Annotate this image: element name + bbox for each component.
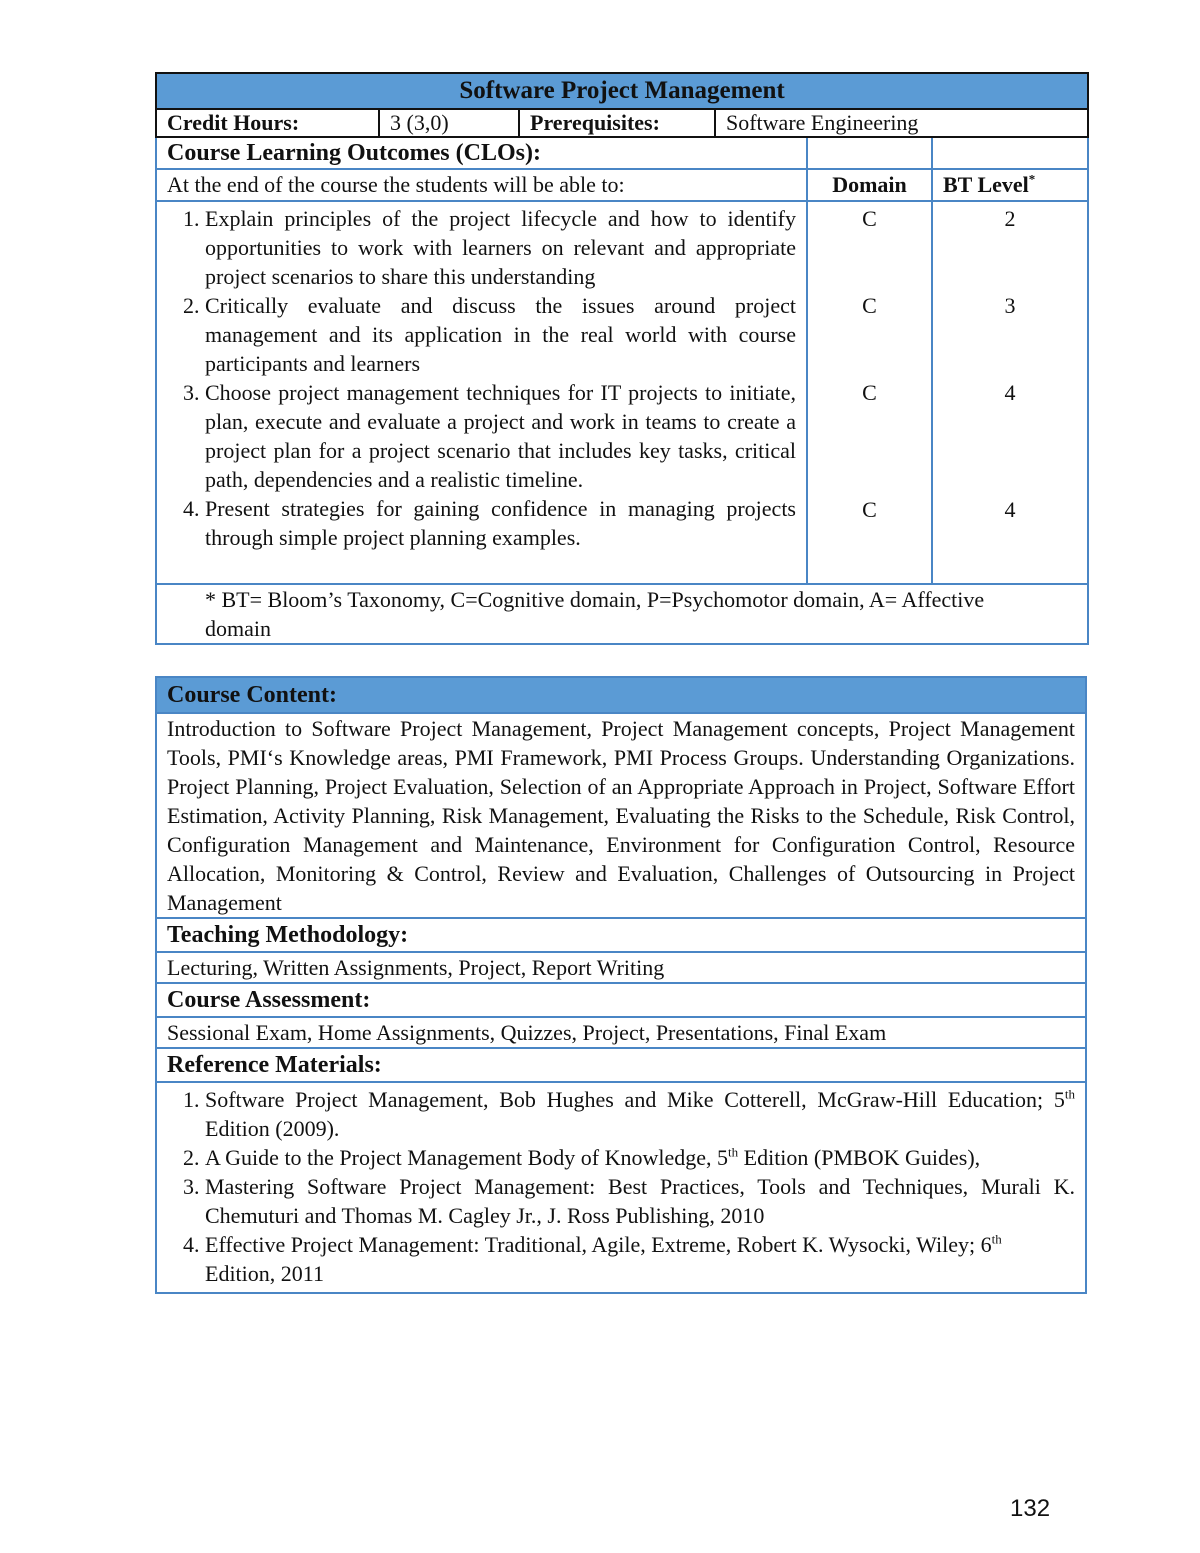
course-assessment-text: Sessional Exam, Home Assignments, Quizzes, Project, Presentations, Final Exam — [156, 1017, 1086, 1048]
course-assessment-heading: Course Assessment: — [156, 983, 1086, 1017]
course-content-text: Introduction to Software Project Management, Project Management concepts, Project Management Tools, PMI‘s Knowledge areas, PMI Framework, PMI Process Groups. Understanding Organizations. Project Planning, Project Evaluation, Selection of an Appropriate Approach in Project, Software Effort Estimation, Activity Planning, Risk Management, Evaluating the Risks to the Schedule, Risk Control, Configuration Management and Maintenance, Environment for Configuration Control, Resource Allocation, Monitoring & Control, Review and Evaluation, Challenges of Outsourcing in Project Management — [156, 713, 1086, 918]
bt-values — [932, 201, 1088, 584]
page-number: 132 — [1010, 1495, 1051, 1522]
domain-values — [807, 201, 932, 584]
clo-intro: At the end of the course the students will be able to: — [156, 169, 807, 201]
clo-heading-spacer-domain — [807, 137, 932, 169]
reference-list — [169, 1085, 1075, 1288]
course-title: Software Project Management — [156, 73, 1088, 109]
course-content-heading: Course Content: — [156, 677, 1086, 713]
clo-list — [169, 204, 796, 552]
reference-item: 1. Software Project Management, Bob Hughes and Mike Cotterell, McGraw-Hill Education; 5th Edition (2009). — [205, 1085, 1075, 1143]
reference-item: 2. A Guide to the Project Management Body of Knowledge, 5th Edition (PMBOK Guides), — [205, 1143, 1075, 1172]
clo-item: 4. Present strategies for gaining confidence in managing projects through simple project planning examples. — [205, 494, 796, 552]
clo-table — [155, 72, 1089, 645]
bt-level-header: BT Level* — [932, 169, 1088, 201]
bt-value: 4 — [1004, 380, 1016, 405]
clo-item: 2. Critically evaluate and discuss the issues around project management and its application in the real world with course participants and learners — [205, 291, 796, 378]
bt-value: 3 — [1004, 293, 1016, 318]
domain-value: C — [862, 293, 877, 318]
prerequisites-label: Prerequisites: — [519, 109, 715, 137]
course-details-table — [155, 676, 1087, 1294]
clo-list-cell — [156, 201, 807, 584]
reference-materials-heading: Reference Materials: — [156, 1048, 1086, 1082]
reference-list-cell — [156, 1082, 1086, 1293]
clo-item: 3. Choose project management techniques for IT projects to initiate, plan, execute and evaluate a project and work in teams to create a project plan for a project scenario that includes key tasks, critical path, dependencies and a realistic timeline. — [205, 378, 796, 494]
clo-heading: Course Learning Outcomes (CLOs): — [156, 137, 807, 169]
prerequisites-value: Software Engineering — [715, 109, 1088, 137]
bt-footnote: * BT= Bloom’s Taxonomy, C=Cognitive domain, P=Psychomotor domain, A= Affective domain — [156, 584, 1088, 644]
teaching-methodology-text: Lecturing, Written Assignments, Project, Report Writing — [156, 952, 1086, 983]
clo-item: 1. Explain principles of the project lifecycle and how to identify opportunities to work with learners on relevant and appropriate project scenarios to share this understanding — [205, 204, 796, 291]
bt-value: 4 — [1004, 497, 1016, 522]
credit-hours-label: Credit Hours: — [156, 109, 379, 137]
reference-item: 3. Mastering Software Project Management: Best Practices, Tools and Techniques, Murali K. Chemuturi and Thomas M. Cagley Jr., J. Ross Publishing, 2010 — [205, 1172, 1075, 1230]
credit-hours-value: 3 (3,0) — [379, 109, 519, 137]
teaching-methodology-heading: Teaching Methodology: — [156, 918, 1086, 952]
domain-value: C — [862, 206, 877, 231]
bt-value: 2 — [1004, 206, 1016, 231]
domain-value: C — [862, 380, 877, 405]
domain-header: Domain — [807, 169, 932, 201]
domain-value: C — [862, 497, 877, 522]
clo-heading-spacer-bt — [932, 137, 1088, 169]
reference-item: 4. Effective Project Management: Traditional, Agile, Extreme, Robert K. Wysocki, Wiley; 6th Edition, 2011 — [205, 1230, 1075, 1288]
